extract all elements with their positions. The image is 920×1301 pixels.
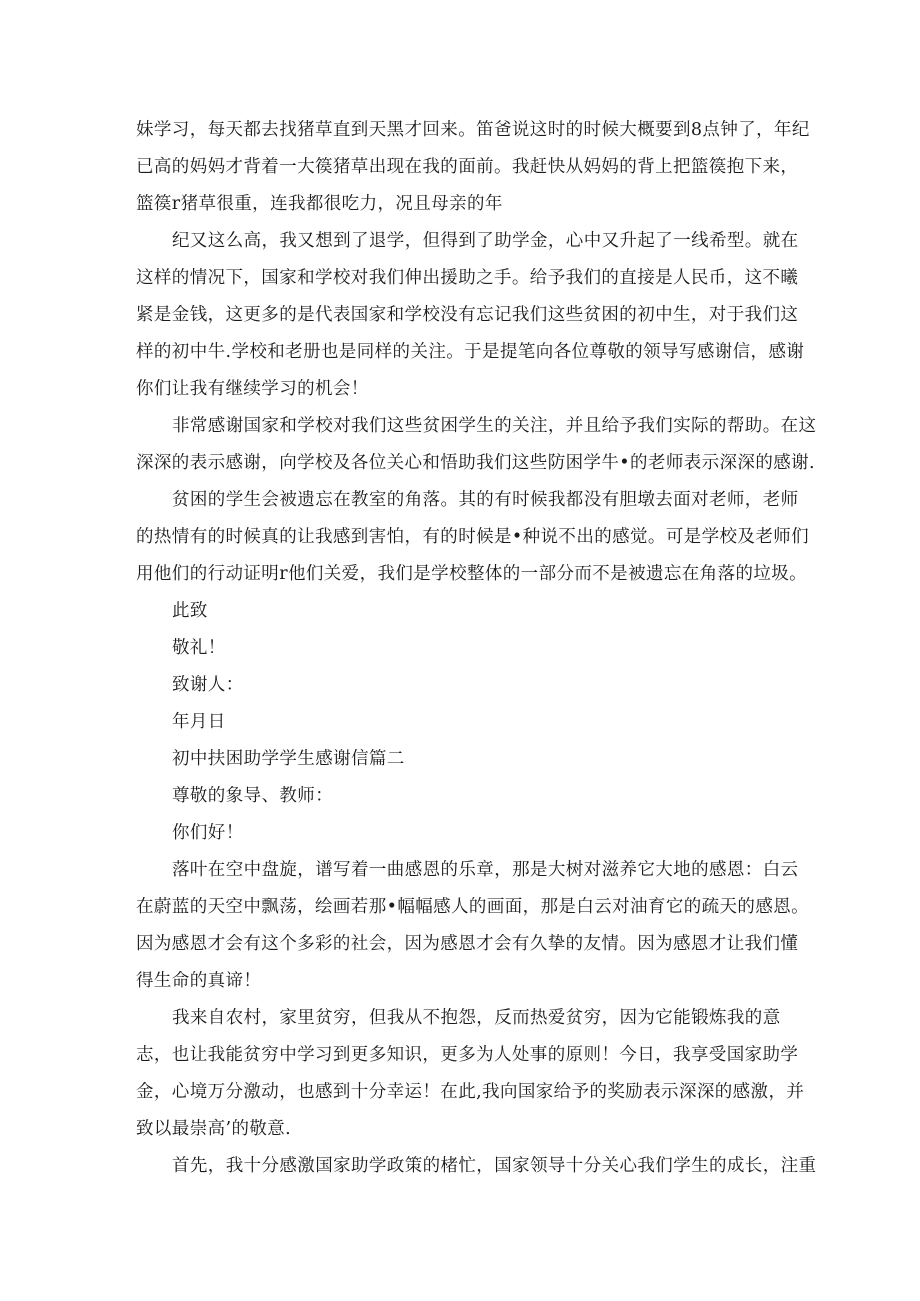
text-line: 已高的妈妈才背着一大篌猪草出现在我的面前。我赶快从妈妈的背上把篮篌抱下来， xyxy=(136,157,799,177)
text-line: 你们好！ xyxy=(172,823,244,843)
paragraph xyxy=(136,630,784,667)
text-line: 落叶在空中盘旋，谱写着一曲感恩的乐章，那是大树对滋养它大地的感恩：白云 xyxy=(172,860,799,880)
paragraph xyxy=(136,223,805,408)
text-line: 年月日 xyxy=(172,712,226,732)
text-line: 纪又这么高，我又想到了退学，但得到了助学金，心中又升起了一线希型。就在 xyxy=(172,231,799,251)
text-line: 妹学习，每天都去找猪草直到天黑才回来。笛爸说这时的时候大概要到8点钟了，年纪 xyxy=(136,120,810,140)
text-line: 在蔚蓝的天空中飘荡，绘画若那•幅幅感人的画面，那是白云对油育它的疏天的感恩。 xyxy=(136,897,810,917)
paragraph xyxy=(136,112,810,223)
text-line: 首先，我十分感激国家助学政策的楮忙，国家领导十分关心我们学生的成长，注重 xyxy=(172,1156,817,1176)
text-line: 此致 xyxy=(172,601,208,621)
text-line: 的热情有的时候真的让我感到害怕，有的时候是•种说不出的感觉。可是学校及老师们 xyxy=(136,527,810,547)
text-line: 志，也让我能贫穷中学习到更多知识，更多为人处事的原则！今日，我享受国家助学 xyxy=(136,1045,799,1065)
text-line: 敬礼！ xyxy=(172,638,226,658)
text-line: 致以最崇高’的敬意. xyxy=(136,1119,292,1139)
text-line: 致谢人： xyxy=(172,675,244,695)
text-line: 因为感恩才会有这个多彩的社会，因为感恩才会有久挚的友情。因为感恩才让我们懂 xyxy=(136,934,799,954)
text-line: 紧是金钱，这更多的是代表国家和学校没有忘记我们这些贫困的初中生，对于我们这 xyxy=(136,305,799,325)
text-line: 样的初中牛.学校和老册也是同样的关注。于是提笔向各位尊敬的领导写感谢信，感谢 xyxy=(136,342,805,362)
text-line: 金，心境万分激动，也感到十分幸运！在此,我向国家给予的奖励表示深深的感激，并 xyxy=(136,1082,805,1102)
paragraph xyxy=(136,704,784,741)
paragraph xyxy=(136,408,817,482)
paragraph xyxy=(136,778,784,815)
paragraph xyxy=(136,667,784,704)
paragraph xyxy=(136,482,810,593)
paragraph xyxy=(136,815,784,852)
text-line: 这样的情况下，国家和学校对我们伸出援助之手。给予我们的直接是人民币，这不曦 xyxy=(136,268,799,288)
text-line: 非常感谢国家和学校对我们这些贫困学生的关注，并且给予我们实际的帮助。在这 xyxy=(172,416,817,436)
paragraph xyxy=(136,1148,817,1185)
text-line: 初中扶困助学学生感谢信篇二 xyxy=(172,749,405,769)
paragraph xyxy=(136,741,784,778)
text-line: 贫困的学生会被遗忘在教室的角落。其的有时候我都没有胆墩去面对老师，老师 xyxy=(172,490,799,510)
paragraph xyxy=(136,593,784,630)
document-body xyxy=(136,112,817,1185)
text-line: 尊敬的象导、教师： xyxy=(172,786,334,806)
text-line: 用他们的行动证明r他们关爱，我们是学校整体的一部分而不是被遗忘在角落的垃圾。 xyxy=(136,564,808,584)
text-line: 我来自农村，家里贫穷，但我从不抱怨，反而热爱贫穷，因为它能锻炼我的意 xyxy=(172,1008,781,1028)
text-line: 你们让我有继续学习的机会！ xyxy=(136,379,369,399)
text-line: 深深的表示感谢，向学校及各位关心和悟助我们这些防困学牛•的老师表示深深的感谢. xyxy=(136,453,815,473)
paragraph xyxy=(136,852,810,1000)
text-line: 篮篌r猪草很重，连我都很吃力，况且母亲的年 xyxy=(136,194,503,214)
text-line: 得生命的真谛！ xyxy=(136,971,262,991)
paragraph xyxy=(136,1000,805,1148)
